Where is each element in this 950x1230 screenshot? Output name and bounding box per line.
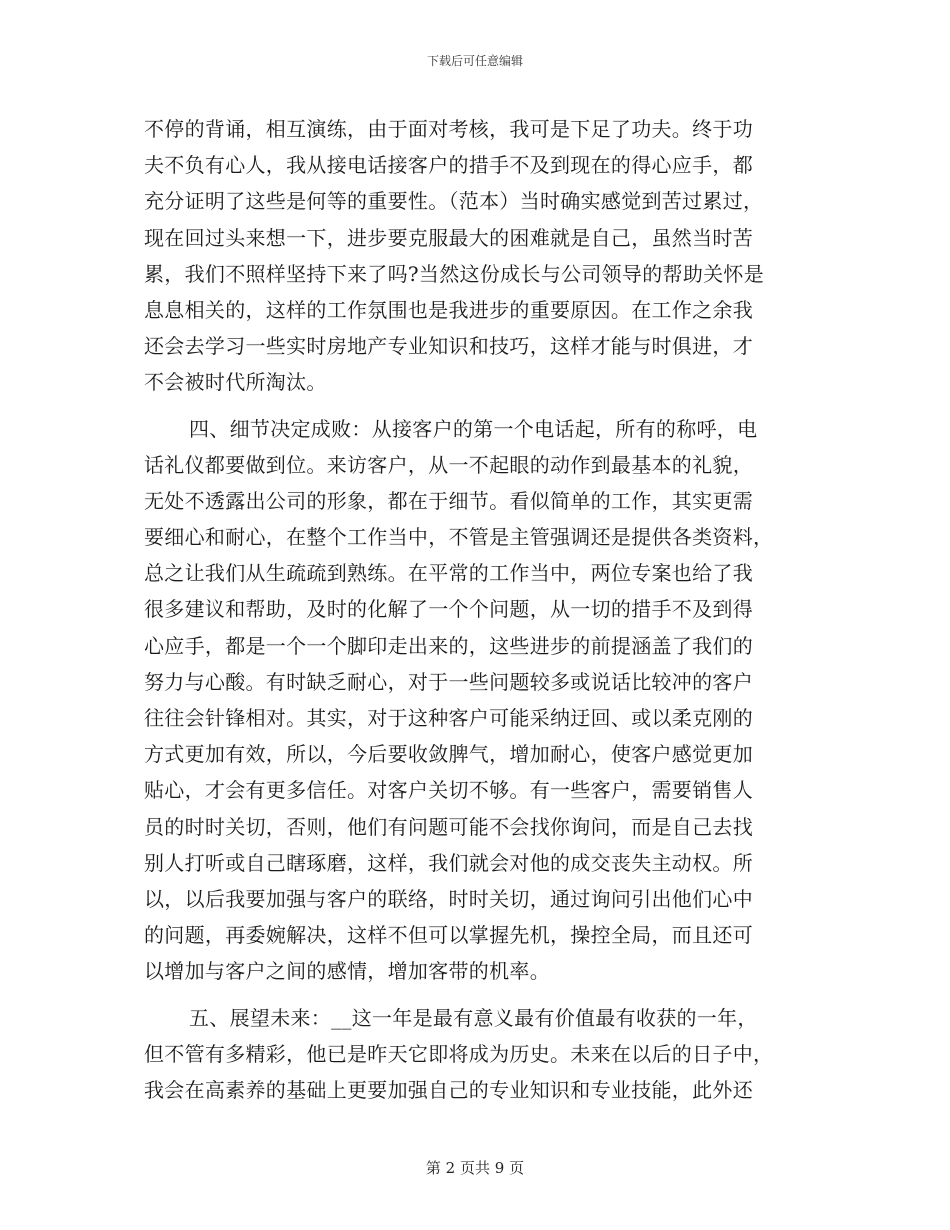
- text-line: 但不管有多精彩，他已是昨天它即将成为历史。未来在以后的日子中，: [144, 1041, 774, 1066]
- document-body: [144, 111, 804, 1108]
- paragraph-gap: [144, 990, 804, 1000]
- text-line: 的问题，再委婉解决，这样不但可以掌握先机，操控全局，而且还可: [144, 923, 753, 948]
- text-line: 话礼仪都要做到位。来访客户，从一不起眼的动作到最基本的礼貌，: [144, 452, 753, 477]
- page-footer: 第 2 页共 9 页: [425, 1159, 525, 1177]
- text-line: 无处不透露出公司的形象，都在于细节。看似简单的工作，其实更需: [144, 488, 753, 513]
- text-line: 心应手，都是一个一个脚印走出来的，这些进步的前提涵盖了我们的: [144, 633, 753, 658]
- text-line: 我会在高素养的基础上更要加强自己的专业知识和专业技能，此外还: [144, 1077, 753, 1102]
- page-header: 下载后可任意编辑: [426, 54, 523, 68]
- text-line: 不会被时代所淘汰。: [144, 370, 327, 395]
- text-line: 五、展望未来：__这一年是最有意义最有价值最有收获的一年，: [189, 1005, 758, 1030]
- text-line: 夫不负有心人，我从接电话接客户的措手不及到现在的得心应手，都: [144, 153, 753, 178]
- text-line: 方式更加有效，所以，今后要收敛脾气，增加耐心，使客户感觉更加: [144, 742, 753, 767]
- text-line: 以，以后我要加强与客户的联络，时时关切，通过询问引出他们心中: [144, 886, 753, 911]
- paragraph-3: [144, 1000, 804, 1109]
- text-line: 以增加与客户之间的感情，增加客带的机率。: [144, 959, 550, 984]
- paragraph-2: [144, 411, 804, 990]
- paragraph-gap: [144, 401, 804, 411]
- text-line: 累，我们不照样坚持下来了吗?当然这份成长与公司领导的帮助关怀是: [144, 261, 765, 286]
- text-line: 往往会针锋相对。其实，对于这种客户可能采纳迂回、或以柔克刚的: [144, 706, 753, 730]
- paragraph-1: [144, 111, 804, 401]
- text-line: 员的时时关切，否则，他们有问题可能不会找你询问，而是自己去找: [144, 814, 753, 839]
- text-line: 现在回过头来想一下，进步要克服最大的困难就是自己，虽然当时苦: [144, 225, 753, 250]
- text-line: 别人打听或自己瞎琢磨，这样，我们就会对他的成交丧失主动权。所: [144, 850, 753, 875]
- text-line: 总之让我们从生疏疏到熟练。在平常的工作当中，两位专案也给了我: [144, 561, 753, 586]
- text-line: 四、细节决定成败：从接客户的第一个电话起，所有的称呼，电: [189, 416, 758, 441]
- text-line: 要细心和耐心，在整个工作当中，不管是主管强调还是提供各类资料，: [144, 525, 774, 550]
- text-line: 很多建议和帮助，及时的化解了一个个问题，从一切的措手不及到得: [144, 597, 753, 622]
- text-line: 不停的背诵，相互演练，由于面对考核，我可是下足了功夫。终于功: [144, 117, 753, 141]
- text-line: 努力与心酸。有时缺乏耐心，对于一些问题较多或说话比较冲的客户: [144, 669, 753, 694]
- text-line: 息息相关的，这样的工作氛围也是我进步的重要原因。在工作之余我: [144, 297, 753, 322]
- text-line: 还会去学习一些实时房地产专业知识和技巧，这样才能与时俱进，才: [144, 334, 753, 359]
- text-line: 充分证明了这些是何等的重要性。（范本）当时确实感觉到苦过累过，: [144, 189, 764, 214]
- text-line: 贴心，才会有更多信任。对客户关切不够。有一些客户，需要销售人: [144, 778, 753, 803]
